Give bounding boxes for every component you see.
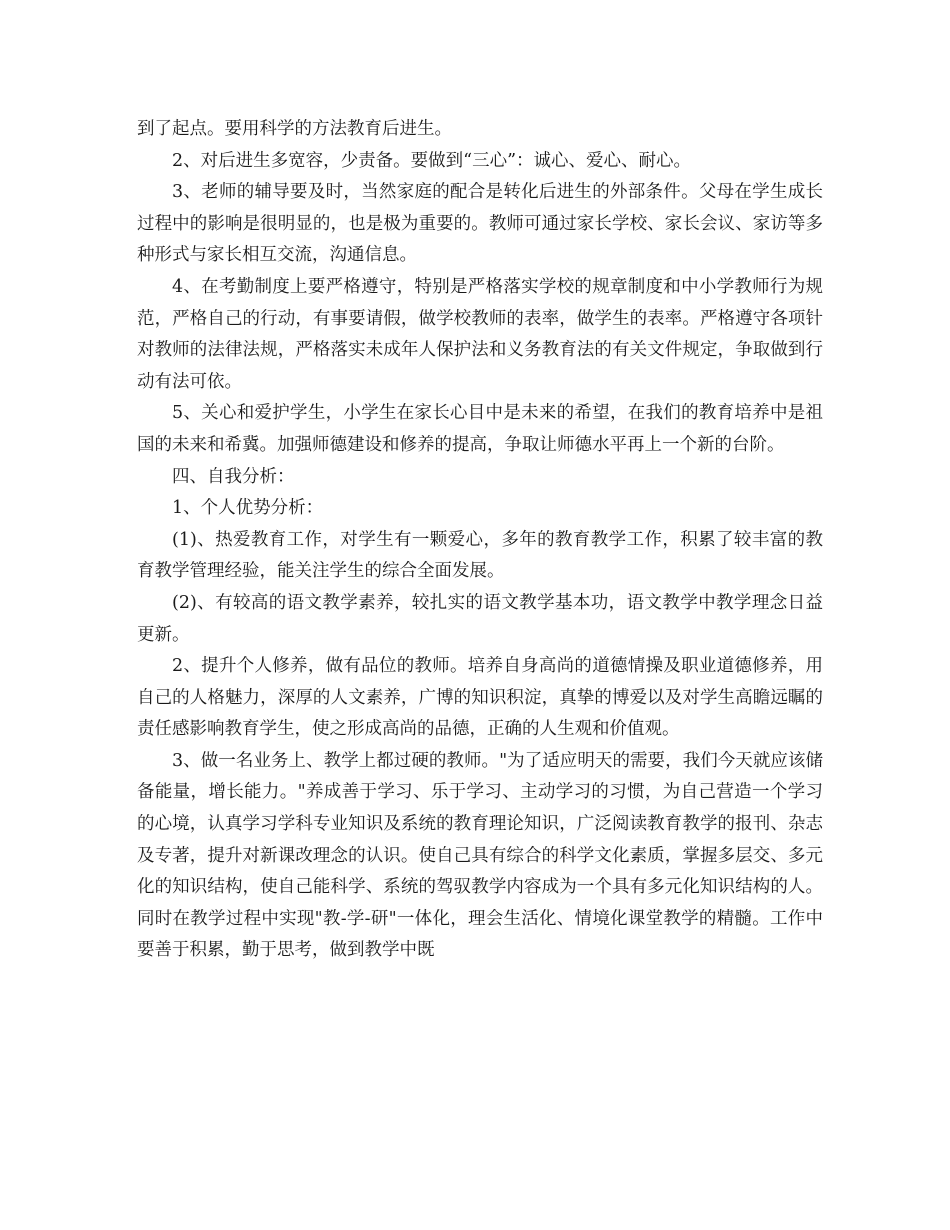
paragraph-3: 3、老师的辅导要及时，当然家庭的配合是转化后进生的外部条件。父母在学生成长过程中的影响是很明显的，也是极为重要的。教师可通过家长学校、家长会议、家访等多种形式与家长相互交流，沟通信息。 [137, 182, 823, 266]
paragraph-strength-1: (1)、热爱教育工作，对学生有一颗爱心，多年的教育教学工作，积累了较丰富的教育教学管理经验，能关注学生的综合全面发展。 [137, 529, 823, 582]
paragraph-4: 4、在考勤制度上要严格遵守，特别是严格落实学校的规章制度和中小学教师行为规范，严格自己的行动，有事要请假，做学校教师的表率，做学生的表率。严格遵守各项针对教师的法律法规，严格落实未成年人保护法和义务教育法的有关文件规定，争取做到行动有法可依。 [137, 276, 823, 392]
paragraph-5: 5、关心和爱护学生，小学生在家长心目中是未来的希望，在我们的教育培养中是祖国的未来和希冀。加强师德建设和修养的提高，争取让师德水平再上一个新的台阶。 [137, 403, 823, 455]
paragraph-2: 2、对后进生多宽容，少责备。要做到“三心”：诚心、爱心、耐心。 [172, 150, 692, 171]
paragraph-self-cultivation: 2、提升个人修养，做有品位的教师。培养自身高尚的道德情操及职业道德修养，用自己的人格魅力，深厚的人文素养，广博的知识积淀，真挚的博爱以及对学生高瞻远瞩的责任感影响教育学生，使之形成高尚的品德，正确的人生观和价值观。 [137, 656, 823, 740]
subheading-personal-strengths: 1、个人优势分析： [172, 498, 324, 519]
document-body [137, 114, 823, 967]
paragraph-1: 到了起点。要用科学的方法教育后进生。 [137, 119, 452, 139]
paragraph-professional-growth: 3、做一名业务上、教学上都过硬的教师。"为了适应明天的需要，我们今天就应该储备能量，增长能力。"养成善于学习、乐于学习、主动学习的习惯，为自己营造一个学习的心境，认真学习学科专业知识及系统的教育理论知识，广泛阅读教育教学的报刊、杂志及专著，提升对新课改理念的认识。使自己具有综合的科学文化素质，掌握多层交、多元化的知识结构，使自己能科学、系统的驾驭教学内容成为一个具有多元化知识结构的人。同时在教学过程中实现"教-学-研"一体化，理会生活化、情境化课堂教学的精髓。工作中要善于积累，勤于思考，做到教学中既 [137, 750, 823, 961]
paragraph-strength-2: (2)、有较高的语文教学素养，较扎实的语文教学基本功，语文教学中教学理念日益更新。 [137, 592, 823, 645]
section-heading-self-analysis: 四、自我分析： [172, 466, 295, 487]
